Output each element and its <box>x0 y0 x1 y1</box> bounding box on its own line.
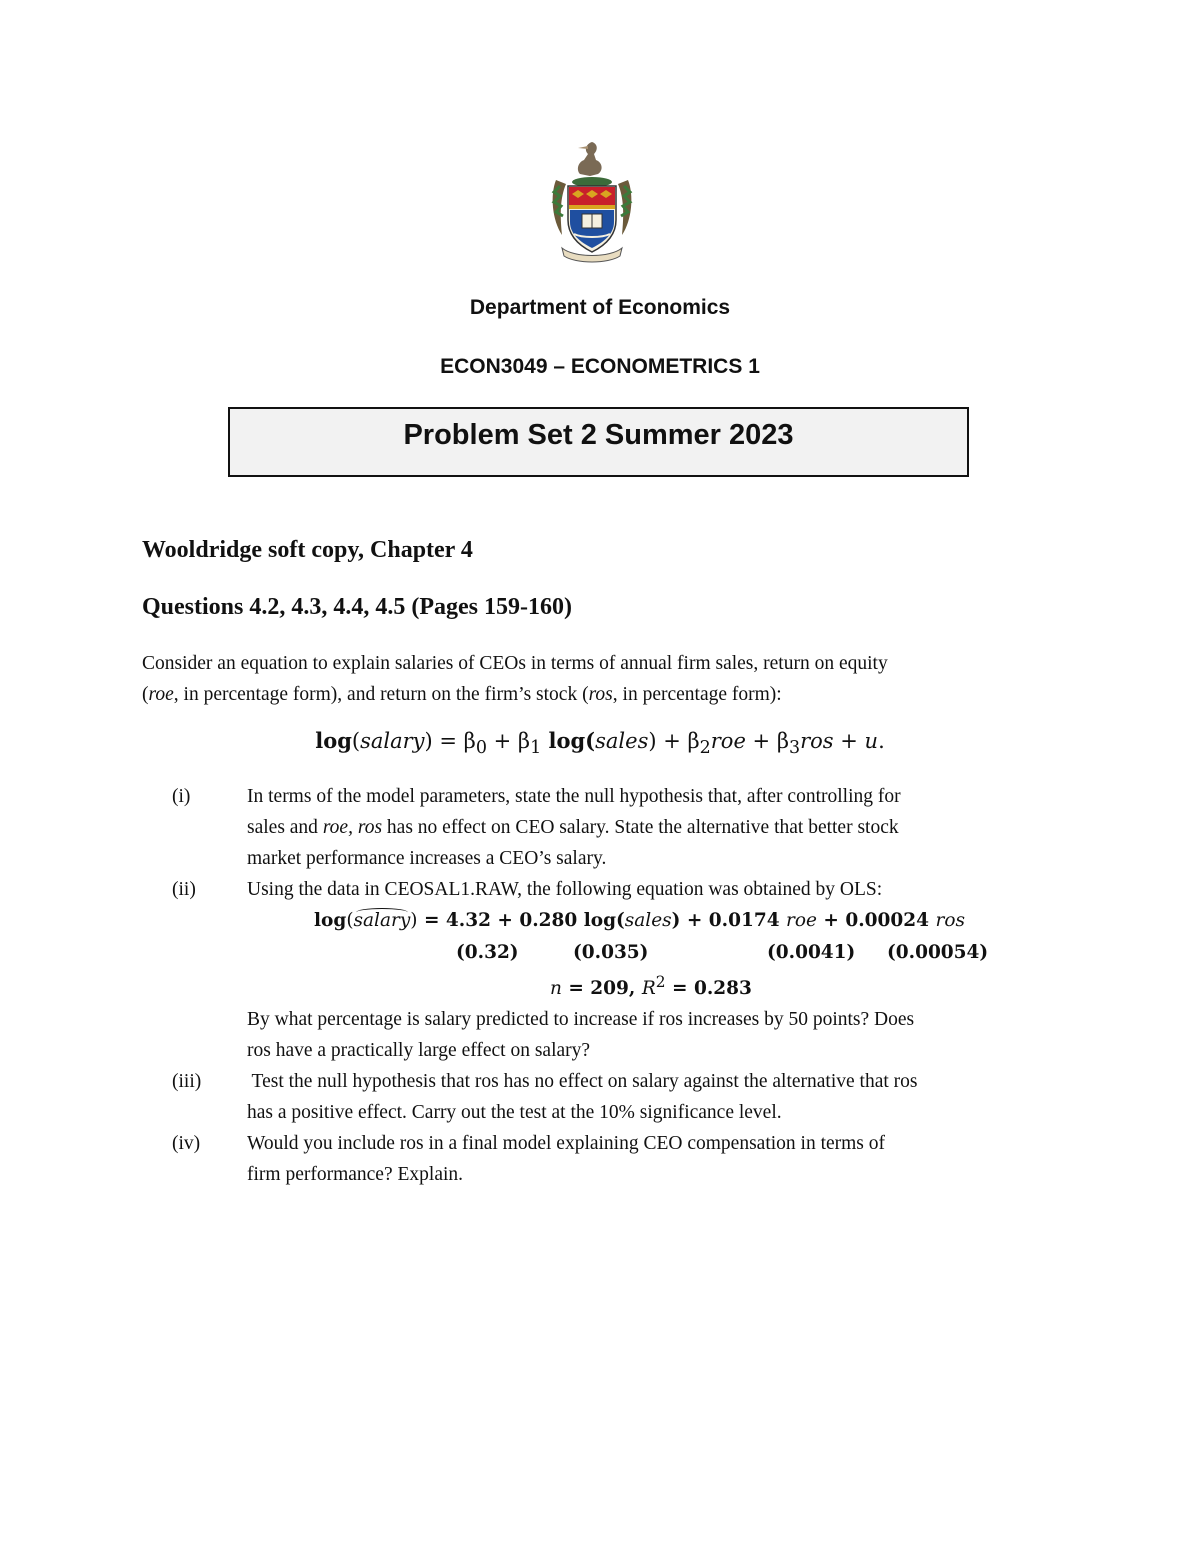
questions-heading: Questions 4.2, 4.3, 4.4, 4.5 (Pages 159-160) <box>142 594 572 620</box>
source-heading: Wooldridge soft copy, Chapter 4 <box>142 537 473 563</box>
item-number: (i) <box>172 786 191 807</box>
item-text: In terms of the model parameters, state the null hypothesis that, after controlling for sales and roe, ros has no effect on CEO salary. State the alternative that better stock market performance increases a CEO’s salary. <box>247 786 901 869</box>
intro-line-2: (roe, in percentage form), and return on the firm’s stock (ros, in percentage form): <box>142 684 782 705</box>
se-ros: (0.00054) <box>887 942 989 963</box>
model-equation: log(salary) = $\beta_0 + \beta_1$ log(sales) + $\beta_2roe + \beta_3ros + u$. <box>315 728 885 759</box>
intro-line-1: Consider an equation to explain salaries of CEOs in terms of annual firm sales, return on equity <box>142 653 888 674</box>
item-text: Test the null hypothesis that ros has no effect on salary against the alternative that ros has a positive effect. Carry out the test at the 10% significance level. <box>247 1071 918 1123</box>
item-text: By what percentage is salary predicted to increase if ros increases by 50 points? Does ros have a practically large effect on salary? <box>247 1009 915 1061</box>
problem-set-title: Problem Set 2 Summer 2023 <box>403 419 794 451</box>
item-text: Using the data in CEOSAL1.RAW, the following equation was obtained by OLS: <box>247 879 883 900</box>
se-roe: (0.0041) <box>767 942 856 963</box>
salary-hat: salary <box>353 910 411 931</box>
intro-paragraph <box>142 648 1062 710</box>
item-text: Would you include ros in a final model explaining CEO compensation in terms of firm performance? Explain. <box>247 1133 886 1185</box>
item-number: (iv) <box>172 1133 201 1154</box>
roe-variable: roe <box>148 684 174 705</box>
university-crest-logo <box>548 140 636 265</box>
course-code: ECON3049 – ECONOMETRICS 1 <box>440 355 760 378</box>
se-constant: (0.32) <box>456 942 519 963</box>
estimated-equation: log(salary) = 4.32 + 0.280 log(sales) + 0.0174 roe + 0.00024 ros <box>314 910 965 931</box>
department-name: Department of Economics <box>469 296 731 319</box>
item-number: (iii) <box>172 1071 202 1092</box>
se-sales: (0.035) <box>573 942 649 963</box>
ros-variable: ros <box>588 684 613 705</box>
title-box <box>228 407 969 477</box>
item-number: (ii) <box>172 879 196 900</box>
sample-stats: n = 209, $R^2 = 0.283$ <box>550 973 752 1000</box>
